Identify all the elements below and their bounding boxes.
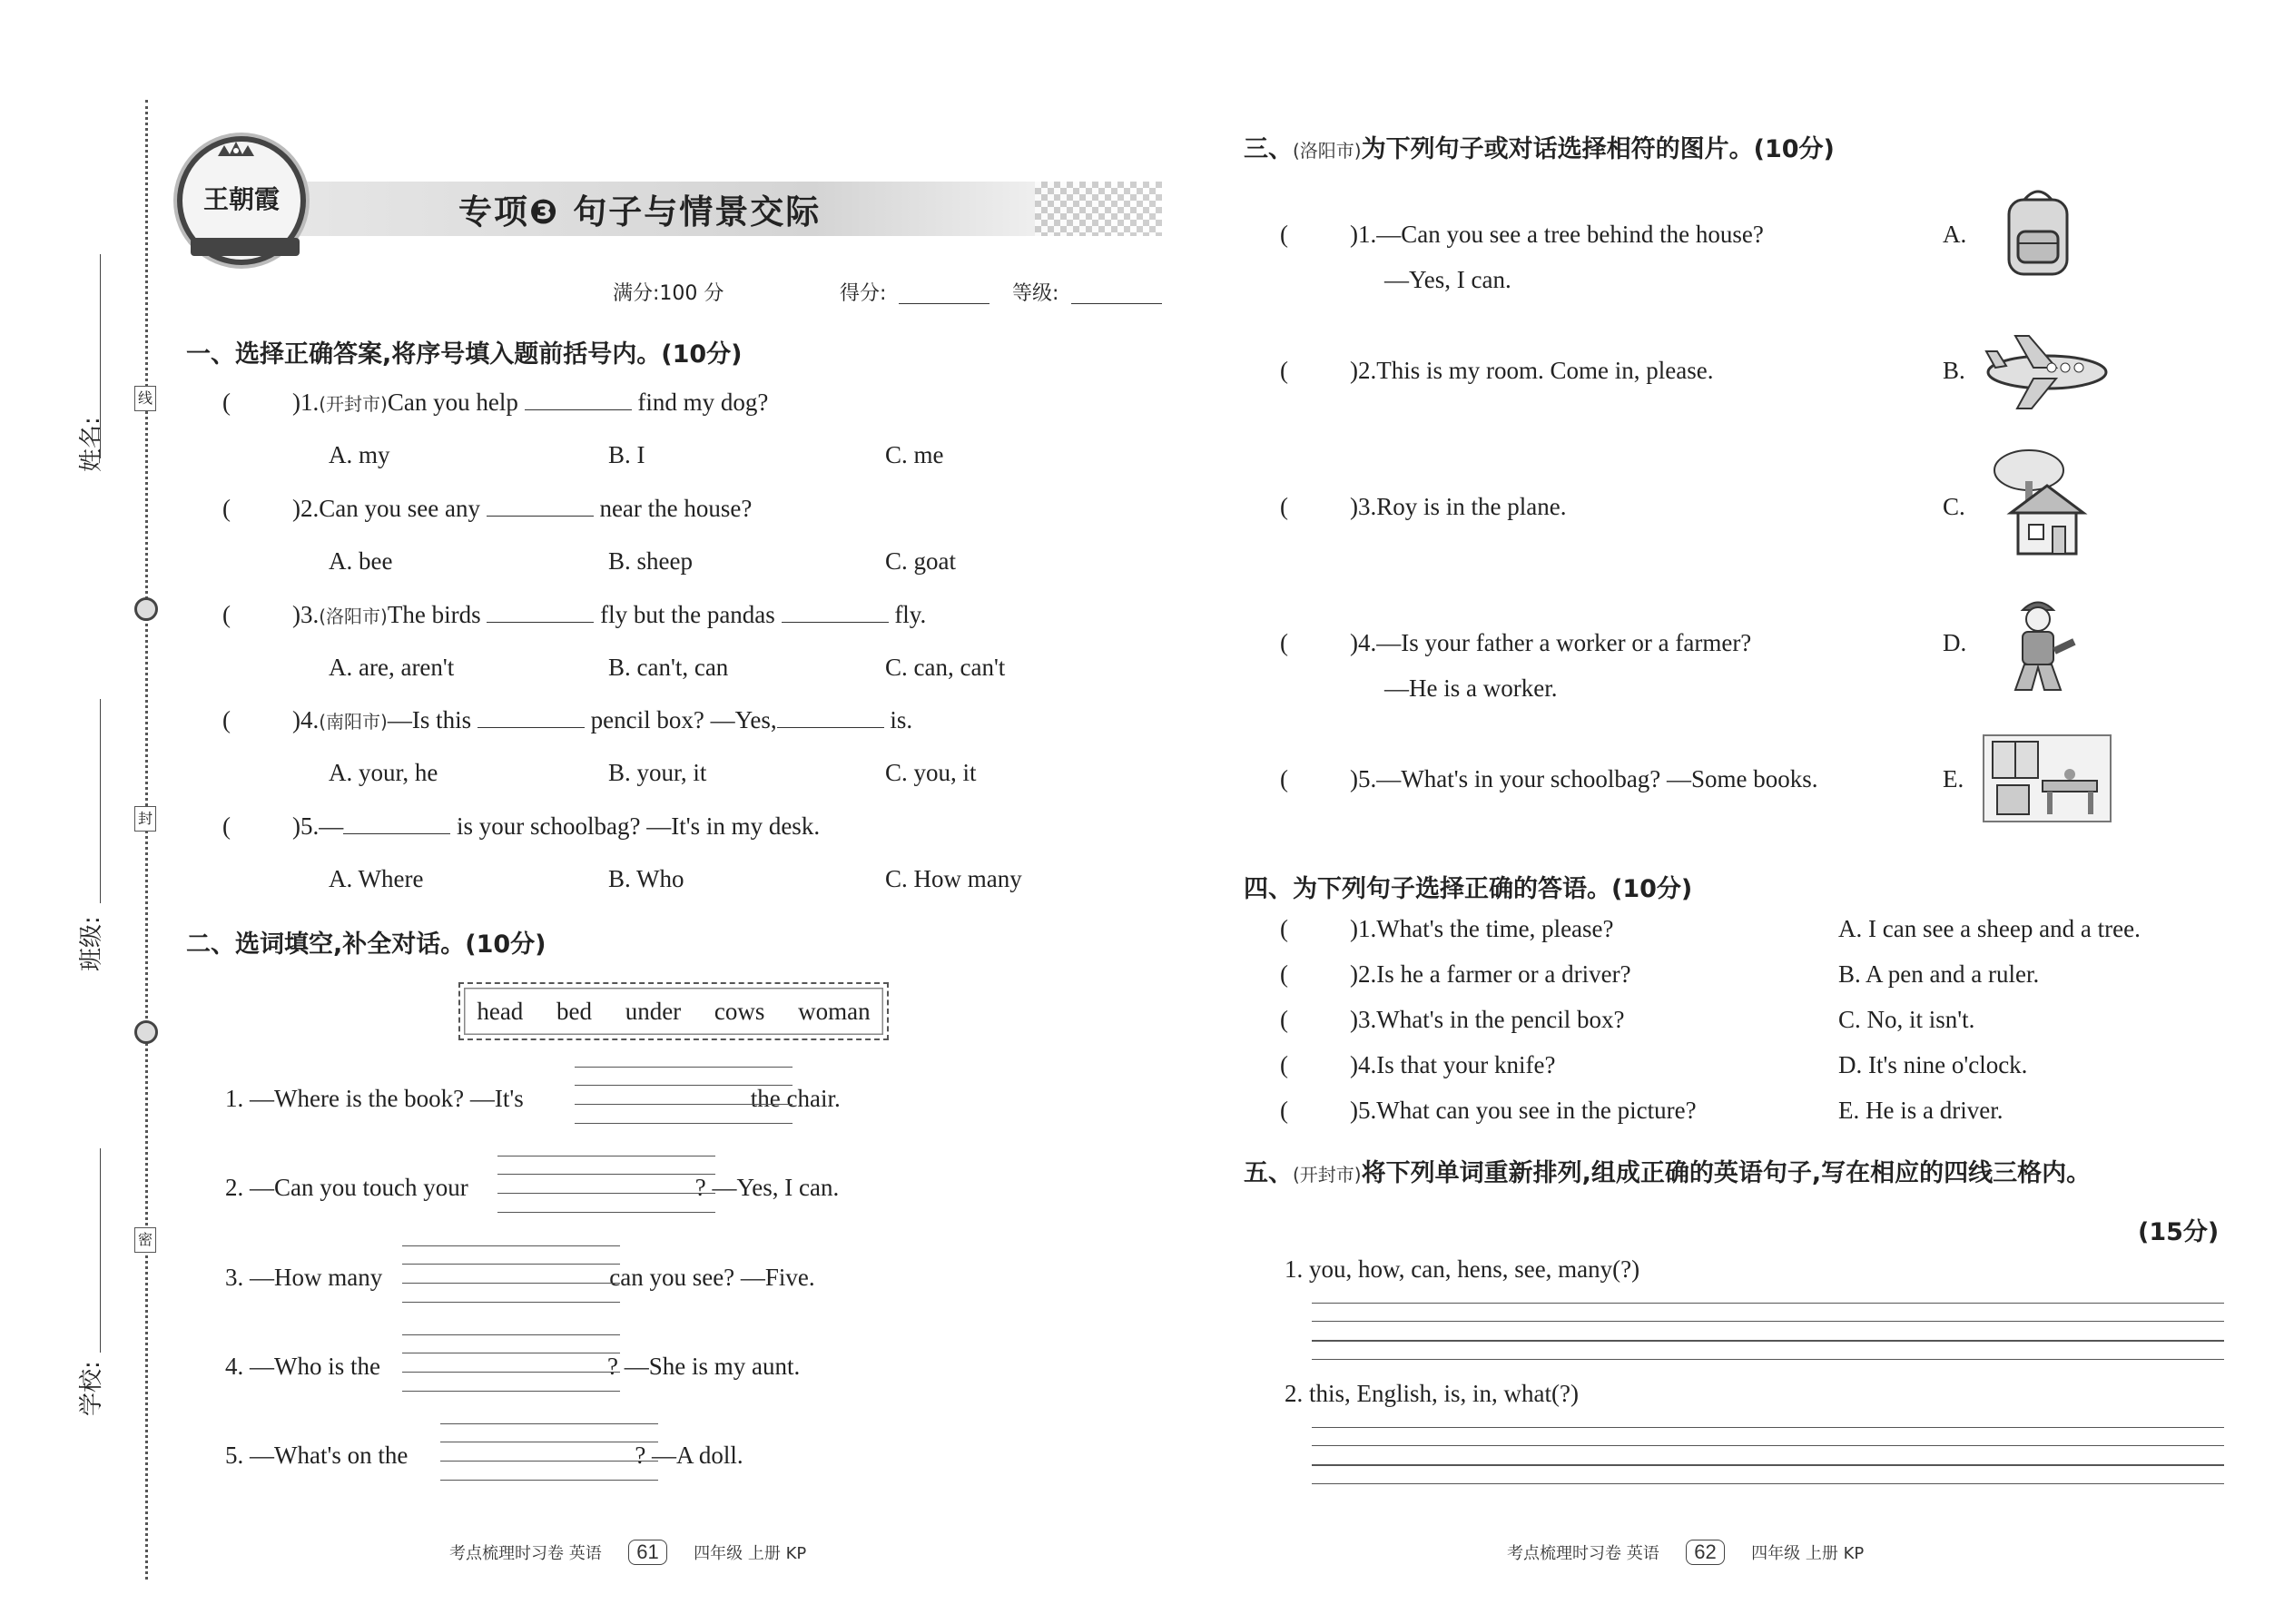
s3-item3: ( )3.Roy is in the plane. — [1280, 493, 1567, 520]
s4-a3: C. No, it isn't. — [1838, 1006, 1975, 1033]
class-field[interactable] — [100, 699, 101, 903]
section5-points: (15分) — [2138, 1218, 2220, 1246]
plane-picture — [1979, 331, 2115, 413]
writing-lines[interactable] — [402, 1334, 620, 1391]
grade-label: 等级: — [1012, 282, 1059, 305]
blank[interactable] — [487, 602, 594, 623]
footer-left: 考点梳理时习卷 英语 61 四年级 上册 KP — [449, 1540, 807, 1563]
seal-mark-1: 线 — [134, 386, 156, 411]
answer-paren-open[interactable]: ( — [1280, 1006, 1288, 1033]
s3-item4-line2: —He is a worker. — [1384, 674, 1558, 702]
s1-q4-opt-b[interactable]: B. your, it — [608, 759, 707, 786]
writing-lines[interactable] — [440, 1423, 658, 1480]
grade-field[interactable] — [1071, 303, 1162, 304]
binding-ring-1 — [134, 597, 158, 621]
seal-mark-2: 封 — [134, 806, 156, 832]
s1-q1: ( )1.(开封市)Can you help find my dog? — [222, 389, 769, 416]
s2-item2: 2. —Can you touch your ? —Yes, I can. — [225, 1174, 840, 1201]
blank[interactable] — [343, 813, 450, 834]
section2-heading: 二、选词填空,补全对话。(10分) — [186, 930, 546, 959]
s2-item1: 1. —Where is the book? —It's the chair. — [225, 1085, 841, 1112]
answer-paren-open[interactable]: ( — [222, 495, 231, 522]
s1-q1-opt-b[interactable]: B. I — [608, 441, 645, 468]
s1-q5: ( )5.— is your schoolbag? —It's in my desk. — [222, 812, 821, 840]
answer-paren-open[interactable]: ( — [1280, 765, 1288, 792]
section1-heading: 一、选择正确答案,将序号填入题前括号内。(10分) — [186, 340, 743, 369]
answer-paren-open[interactable]: ( — [1280, 1051, 1288, 1078]
writing-lines[interactable] — [1312, 1427, 2224, 1483]
s4-q1: ( )1.What's the time, please? — [1280, 915, 1614, 942]
s3-item2: ( )2.This is my room. Come in, please. — [1280, 357, 1714, 384]
answer-paren-open[interactable]: ( — [1280, 493, 1288, 520]
s1-q4: ( )4.(南阳市)—Is this pencil box? —Yes, is. — [222, 706, 913, 733]
school-label: 学校: — [78, 1361, 105, 1416]
writing-lines[interactable] — [497, 1156, 715, 1212]
s3-item1-line2: —Yes, I can. — [1384, 266, 1511, 293]
s3-letter-e: E. — [1943, 765, 1964, 792]
s1-q3-opt-a[interactable]: A. are, aren't — [329, 654, 455, 681]
score-field[interactable] — [899, 303, 989, 304]
name-field[interactable] — [100, 254, 101, 458]
s3-item5: ( )5.—What's in your schoolbag? —Some books. — [1280, 765, 1818, 792]
s2-item4: 4. —Who is the ? —She is my aunt. — [225, 1353, 801, 1380]
s4-q5: ( )5.What can you see in the picture? — [1280, 1097, 1697, 1124]
answer-paren-open[interactable]: ( — [222, 706, 231, 733]
s4-a4: D. It's nine o'clock. — [1838, 1051, 2028, 1078]
s3-letter-c: C. — [1943, 493, 1965, 520]
s2-item5: 5. —What's on the ? —A doll. — [225, 1442, 743, 1469]
word-head: head — [477, 997, 524, 1025]
blank[interactable] — [478, 707, 585, 728]
s3-letter-a: A. — [1943, 221, 1967, 248]
s1-q2-opt-b[interactable]: B. sheep — [608, 547, 693, 575]
house-tree-picture — [1984, 445, 2102, 563]
s5-item1: 1. you, how, can, hens, see, many(?) — [1285, 1255, 1640, 1283]
writing-lines[interactable] — [402, 1245, 620, 1302]
worker-picture — [1988, 590, 2088, 699]
writing-lines[interactable] — [575, 1067, 793, 1123]
s4-q2: ( )2.Is he a farmer or a driver? — [1280, 960, 1631, 988]
binding-dotted-line — [145, 100, 148, 1580]
s1-q2-opt-a[interactable]: A. bee — [329, 547, 393, 575]
answer-paren-open[interactable]: ( — [1280, 915, 1288, 942]
s1-q5-opt-b[interactable]: B. Who — [608, 865, 684, 892]
word-cows: cows — [714, 997, 765, 1025]
s1-q1-opt-a[interactable]: A. my — [329, 441, 390, 468]
answer-paren-open[interactable]: ( — [222, 601, 231, 628]
s1-q3-opt-c[interactable]: C. can, can't — [885, 654, 1006, 681]
page-number: 61 — [628, 1540, 666, 1565]
room-picture — [1979, 731, 2115, 826]
s1-q3-opt-b[interactable]: B. can't, can — [608, 654, 729, 681]
s3-item1: ( )1.—Can you see a tree behind the house? — [1280, 221, 1764, 248]
s4-a1: A. I can see a sheep and a tree. — [1838, 915, 2141, 942]
blank[interactable] — [525, 389, 632, 410]
s2-item3: 3. —How many can you see? —Five. — [225, 1264, 815, 1291]
binding-ring-2 — [134, 1020, 158, 1044]
s4-q3: ( )3.What's in the pencil box? — [1280, 1006, 1625, 1033]
s1-q3: ( )3.(洛阳市)The birds fly but the pandas fly. — [222, 601, 927, 628]
school-field[interactable] — [100, 1148, 101, 1353]
answer-paren-open[interactable]: ( — [1280, 221, 1288, 248]
page-title: 专项❸ 句子与情景交际 — [458, 192, 822, 231]
s5-item2: 2. this, English, is, in, what(?) — [1285, 1380, 1579, 1407]
footer-right: 考点梳理时习卷 英语 62 四年级 上册 KP — [1507, 1540, 1865, 1563]
answer-paren-open[interactable]: ( — [1280, 960, 1288, 988]
schoolbag-picture — [1993, 182, 2083, 281]
s1-q2-opt-c[interactable]: C. goat — [885, 547, 956, 575]
s3-item4: ( )4.—Is your father a worker or a farmer? — [1280, 629, 1752, 656]
class-label: 班级: — [78, 916, 105, 971]
s1-q5-opt-a[interactable]: A. Where — [329, 865, 424, 892]
word-box — [458, 982, 889, 1040]
word-woman: woman — [798, 997, 871, 1025]
s3-letter-b: B. — [1943, 357, 1965, 384]
name-label: 姓名: — [78, 417, 105, 472]
answer-paren-open[interactable]: ( — [1280, 1097, 1288, 1124]
s3-letter-d: D. — [1943, 629, 1967, 656]
s4-q4: ( )4.Is that your knife? — [1280, 1051, 1556, 1078]
s1-q4-opt-a[interactable]: A. your, he — [329, 759, 438, 786]
full-score: 满分:100 分 — [613, 282, 724, 305]
blank[interactable] — [777, 707, 884, 728]
answer-paren-open[interactable]: ( — [1280, 629, 1288, 656]
s1-q5-opt-c[interactable]: C. How many — [885, 865, 1022, 892]
s1-q1-opt-c[interactable]: C. me — [885, 441, 944, 468]
s4-a2: B. A pen and a ruler. — [1838, 960, 2040, 988]
banner-checker — [1035, 182, 1162, 236]
seal-mark-3: 密 — [134, 1227, 156, 1253]
section4-heading: 四、为下列句子选择正确的答语。(10分) — [1244, 875, 1693, 903]
answer-paren-open[interactable]: ( — [222, 812, 231, 840]
blank[interactable] — [782, 602, 889, 623]
blank[interactable] — [487, 496, 594, 517]
word-bed: bed — [556, 997, 592, 1025]
s1-q4-opt-c[interactable]: C. you, it — [885, 759, 977, 786]
page-number: 62 — [1686, 1540, 1724, 1565]
logo-ribbon — [191, 238, 300, 256]
brand-name: 王朝霞 — [202, 184, 280, 214]
writing-lines[interactable] — [1312, 1303, 2224, 1359]
section5-heading: 五、(开封市)将下列单词重新排列,组成正确的英语句子,写在相应的四线三格内。 — [1244, 1159, 2092, 1187]
s1-q2: ( )2.Can you see any near the house? — [222, 495, 753, 522]
answer-paren-open[interactable]: ( — [1280, 357, 1288, 384]
section3-heading: 三、(洛阳市)为下列句子或对话选择相符的图片。(10分) — [1244, 135, 1835, 163]
answer-paren-open[interactable]: ( — [222, 389, 231, 416]
score-label: 得分: — [840, 282, 887, 305]
word-under: under — [625, 997, 682, 1025]
s4-a5: E. He is a driver. — [1838, 1097, 2004, 1124]
